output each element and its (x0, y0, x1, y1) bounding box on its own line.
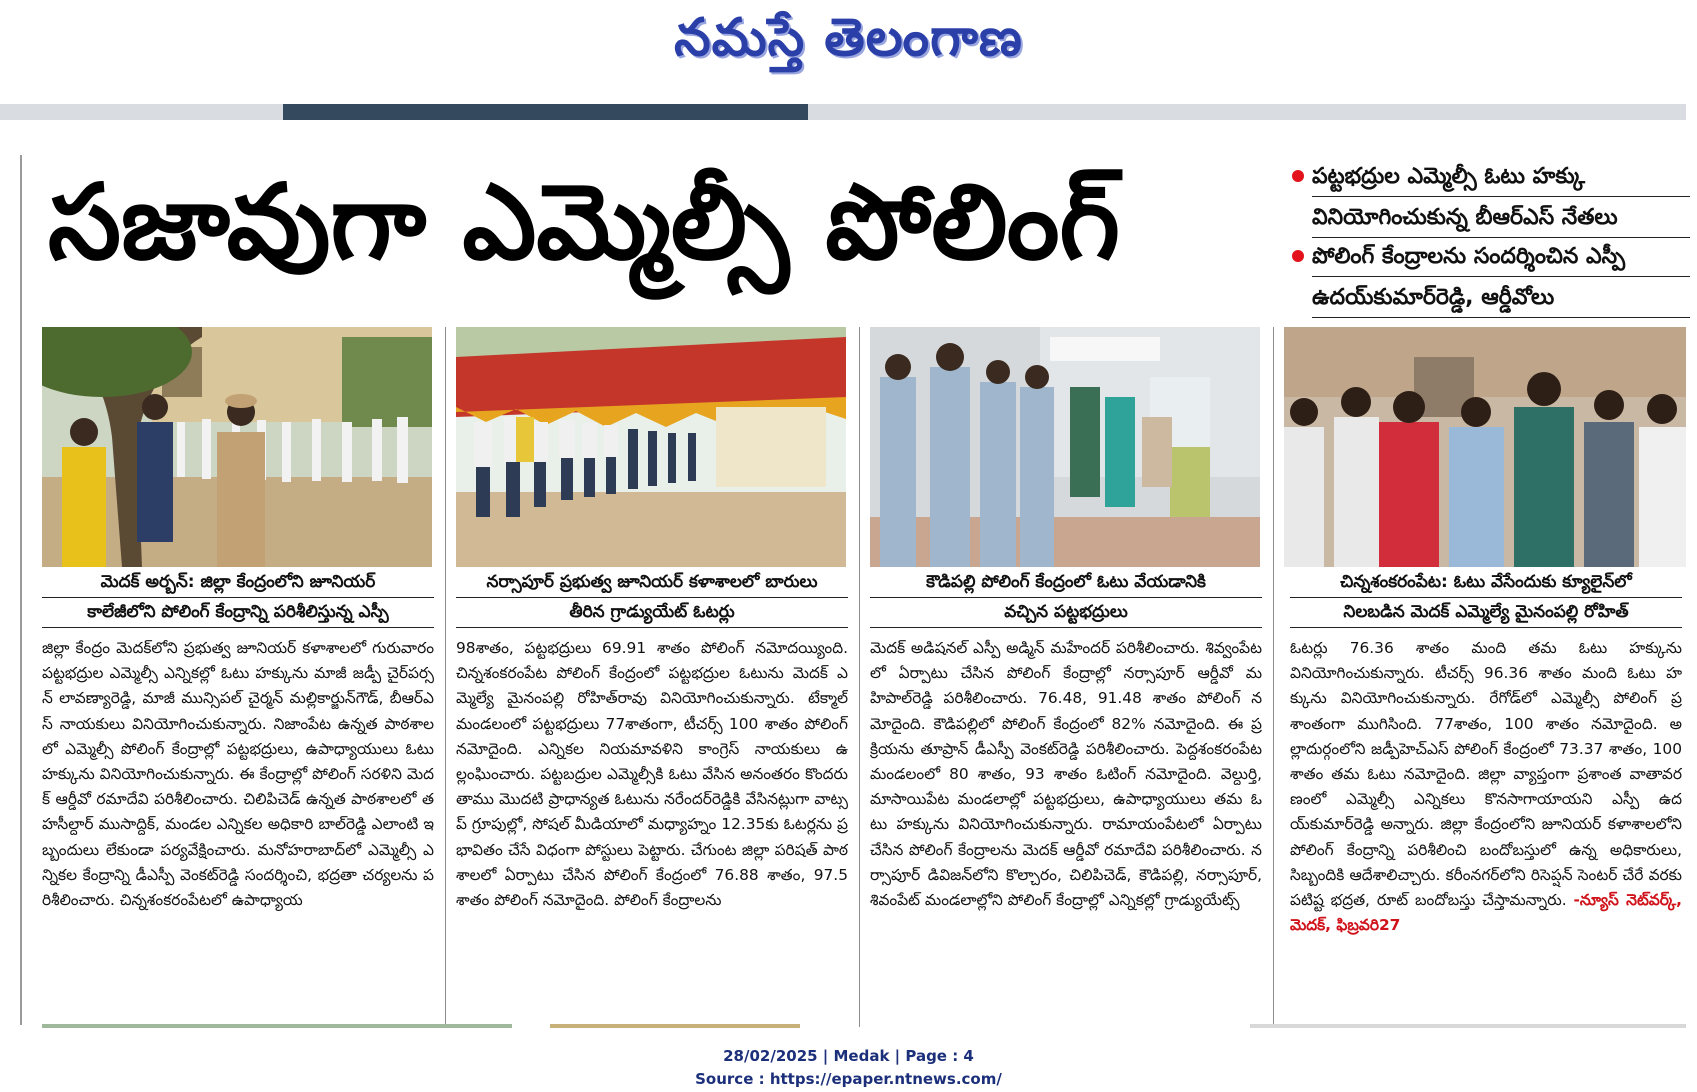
top-divider-bar (0, 104, 1686, 120)
highlight-line: పోలింగ్ కేంద్రాలను సందర్శించిన ఎస్పీ (1312, 238, 1690, 277)
highlights-box (1290, 158, 1690, 318)
footer-date-page: 28/02/2025 | Medak | Page : 4 (723, 1047, 974, 1065)
masthead (0, 0, 1697, 100)
photo-caption (870, 568, 1262, 628)
caption-line: చిన్నశంకరంపేట: ఓటు వేసేందుకు క్యూలైన్‌లో (1290, 568, 1682, 598)
photo-kowdipally (870, 327, 1260, 567)
highlight-line: ఉదయ్‌కుమార్‌రెడ్డి, ఆర్డీవోలు (1312, 279, 1690, 318)
body-column-2: 98శాతం, పట్టభద్రులు 69.91 శాతం పోలింగ్ నమోదయ్యింది. చిన్నశంకరంపేట పోలింగ్ కేంద్రంలో పట్టభద్రుల ఓటును మెదక్ ఎమ్మెల్యే మైనంపల్లి రోహిత్‌రావు వినియోగించుకున్నారు. టేక్మాల్ మండలంలో పట్టభద్రులు 77శాతంగా, టీచర్స్ 100 శాతం పోలింగ్ నమోదైంది. ఎన్నికల నియమావళిని కాంగ్రెస్ నాయకులు ఉల్లంఘించారు. పట్టబద్రుల ఎమ్మెల్సీకి ఓటు వేసిన అనంతరం కొందరు తాము మొదటి ప్రాధాన్యత ఓటును నరేందర్‌రెడ్డికి వేసినట్లుగా వాట్సప్ గ్రూపుల్లో, సోషల్ మీడియాలో మధ్యాహ్నం 12.35కు ఓటర్లను ప్రభావితం చేసే విధంగా పోస్టులు పెట్టారు. చేగుంట జిల్లా పరిషత్ పాఠశాలలో ఏర్పాటు చేసిన పోలింగ్ కేంద్రంలో 76.88 శాతం, 97.5శాతం పోలింగ్ నమోదైంది. పోలింగ్ కేంద్రాలను (456, 639, 848, 910)
highlight-item (1290, 158, 1690, 238)
bottom-strip (42, 1024, 512, 1028)
bottom-strip (550, 1024, 800, 1028)
body-column-4-text: ఓటర్లు 76.36 శాతం మంది తమ ఓటు హక్కును వినియోగించుకున్నారు. టీచర్స్ 96.36 శాతం మంది ఓటు హక్కును వినియోగించుకున్నారు. రేగోడ్‌లో ఎమ్మెల్సీ పోలింగ్ ప్రశాంతంగా ముగిసింది. 77శాతం, 100 శాతం నమోదైంది. అల్లాదుర్గంలోని జడ్పీహెచ్ఎస్ పోలింగ్ కేంద్రంలో 73.37 శాతం, 100శాతం తమ ఓటు నమోదైంది. జిల్లా వ్యాప్తంగా ప్రశాంత వాతావరణంలో ఎమ్మెల్సీ ఎన్నికలు కొనసాగాయాయని ఎస్పీ ఉదయ్‌కుమార్‌రెడ్డి అన్నారు. జిల్లా కేంద్రంలోని జూనియర్ కళాశాలలోని పోలింగ్ కేంద్రాన్ని పరిశీలించి బందోబస్తులో ఉన్న అధికారులు, సిబ్బందికి ఆదేశాలిచ్చారు. కరీంనగర్‌లోని రిసెప్షన్ సెంటర్ చేరే వరకు పటిష్ట భద్రత, రూట్ బందోబస్తు చేస్తామన్నారు. (1290, 639, 1682, 910)
newspaper-logo: నమస్తే తెలంగాణ (674, 8, 1023, 68)
caption-line: మెదక్ అర్బన్: జిల్లా కేంద్రంలోని జూనియర్ (42, 568, 434, 598)
photo-medak-urban (42, 327, 432, 567)
column-rule (445, 327, 446, 1027)
article-byline: -న్యూస్ నెట్‌వర్క్, మెదక్, ఫిబ్రవరి27 (1290, 891, 1682, 935)
photo-caption (42, 568, 434, 628)
article-headline: సజావుగా ఎమ్మెల్సీ పోలింగ్ (48, 161, 1121, 283)
caption-line: తీరిన గ్రాడ్యుయేట్ ఓటర్లు (456, 598, 848, 628)
highlight-line: వినియోగించుకున్న బీఆర్ఎస్ నేతలు (1312, 199, 1690, 238)
body-column-1: జిల్లా కేంద్రం మెదక్‌లోని ప్రభుత్వ జూనియర్ కళాశాలలో గురువారం పట్టభద్రుల ఎమ్మెల్సీ ఎన్నికల్లో ఓటు హక్కును మాజీ జడ్పీ చైర్‌పర్సన్ లావణ్యారెడ్డి, మాజీ మున్సిపల్ చైర్మన్ మల్లికార్జున్‌గౌడ్, బీఆర్ఎస్ నాయకులు వినియోగించుకున్నారు. నిజాంపేట ఉన్నత పాఠశాలలో ఎమ్మెల్సీ పోలింగ్ కేంద్రాల్లో పట్టభద్రులు, ఉపాధ్యాయులు ఓటు హక్కును వినియోగించుకున్నారు. ఈ కేంద్రాల్లో పోలింగ్ సరళిని మెదక్ ఆర్డీవో రమాదేవి పరిశీలించారు. చిలిపిచెడ్ ఉన్నత పాఠశాలలో తహసీల్దార్ ముసాద్దిక్, మండల ఎన్నికల అధికారి బాల్‌రెడ్డి ఎలాంటి ఇబ్బందులు లేకుండా పర్యవేక్షించారు. మనోహరాబాద్‌లో ఎమ్మెల్సీ ఎన్నికల కేంద్రాన్ని డీఎస్పీ వెంకట్‌రెడ్డి సందర్శించి, భద్రతా చర్యలను పరిశీలించారు. చిన్నశంకరంపేటలో ఉపాధ్యాయ (42, 639, 434, 910)
caption-line: నిలబడిన మెదక్ ఎమ్మెల్యే మైనంపల్లి రోహిత్ (1290, 598, 1682, 628)
column-rule (859, 327, 860, 1027)
bullet-icon (1292, 250, 1304, 262)
left-column-rule (20, 155, 22, 1025)
footer-source-link[interactable]: Source : https://epaper.ntnews.com/ (695, 1070, 1002, 1088)
bullet-icon (1292, 170, 1304, 182)
top-divider-accent (283, 104, 808, 120)
photo-caption (456, 568, 848, 628)
body-column-4 (1290, 636, 1682, 1001)
highlight-line: పట్టభద్రుల ఎమ్మెల్సీ ఓటు హక్కు (1312, 158, 1690, 197)
column-rule (1273, 327, 1274, 1027)
highlight-item (1290, 238, 1690, 318)
photo-chinnashankarampet (1284, 327, 1686, 567)
caption-line: వచ్చిన పట్టభద్రులు (870, 598, 1262, 628)
bottom-strip (1250, 1024, 1686, 1028)
photo-caption (1290, 568, 1682, 628)
page-footer (0, 1045, 1697, 1091)
caption-line: కౌడిపల్లి పోలింగ్ కేంద్రంలో ఓటు వేయడానికి (870, 568, 1262, 598)
caption-line: నర్సాపూర్ ప్రభుత్వ జూనియర్ కళాశాలలో బారులు (456, 568, 848, 598)
body-column-3: మెదక్ అడిషనల్ ఎస్పీ అడ్మిన్ మహేందర్ పరిశీలించారు. శివ్వంపేటలో ఏర్పాటు చేసిన పోలింగ్ కేంద్రాల్లో నర్సాపూర్ ఆర్డీవో మహిపాల్‌రెడ్డి పరిశీలించారు. 76.48, 91.48 శాతం పోలింగ్ నమోదైంది. కౌడిపల్లిలో పోలింగ్ కేంద్రంలో 82% నమోదైంది. ఈ ప్రక్రియను తూప్రాన్ డీఎస్పీ వెంకట్‌రెడ్డి పరిశీలించారు. పెద్దశంకరంపేట మండలంలో 80 శాతం, 93 శాతం ఓటింగ్ నమోదైంది. వెల్దుర్తి, మాసాయిపేట మండలాల్లో పట్టభద్రులు, ఉపాధ్యాయులు తమ ఓటు హక్కును వినియోగించుకున్నారు. రామాయంపేటలో ఏర్పాటు చేసిన పోలింగ్ కేంద్రాలను మెదక్ ఆర్డీవో రమాదేవి పరిశీలించారు. నర్సాపూర్ డివిజన్‌లోని కొల్చారం, చిలిపిచెడ్, కౌడిపల్లి, నర్సాపూర్, శివంపేట్ మండలాల్లోని పోలింగ్ కేంద్రాల్లో ఎన్నికల్లో గ్రాడ్యుయేట్స్ (870, 639, 1262, 910)
caption-line: కాలేజీలోని పోలింగ్ కేంద్రాన్ని పరిశీలిస్తున్న ఎస్పీ (42, 598, 434, 628)
photo-narsapur (456, 327, 846, 567)
